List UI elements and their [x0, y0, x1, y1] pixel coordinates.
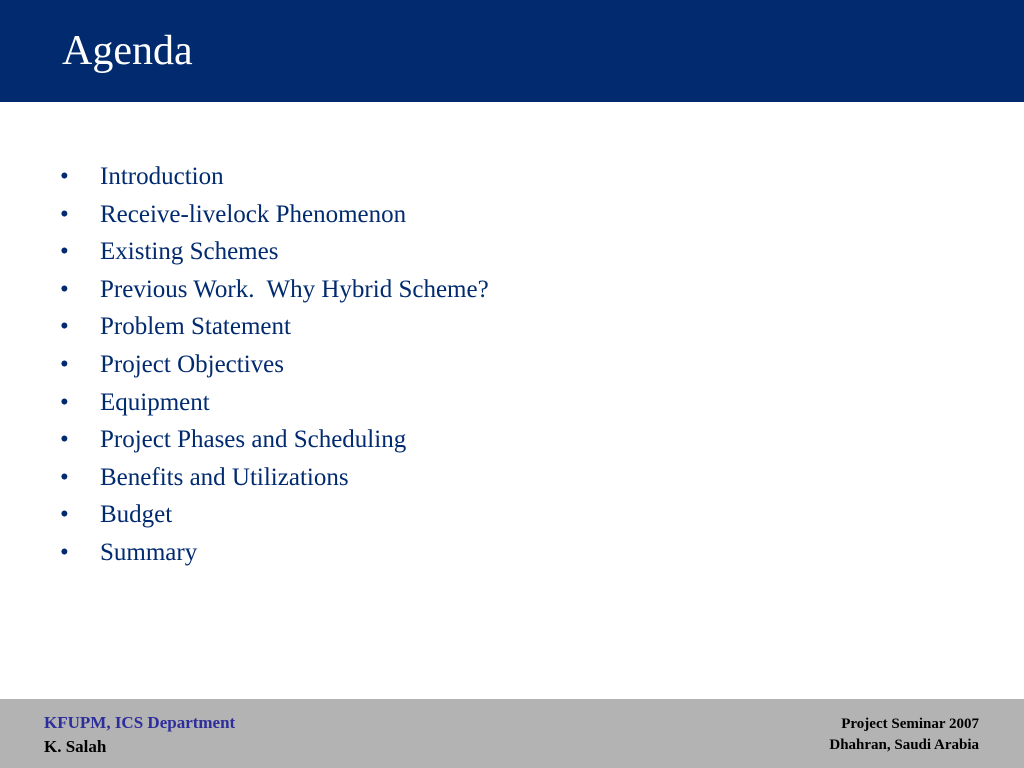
footer-right: [829, 714, 979, 756]
list-item: [60, 238, 489, 276]
list-item-text: Project Phases and Scheduling: [100, 426, 407, 454]
footer-department: KFUPM, ICS Department: [44, 713, 236, 732]
bullet-icon: •: [60, 350, 69, 378]
bullet-icon: •: [60, 163, 69, 190]
footer-event: Project Seminar 2007: [841, 716, 979, 732]
list-item: [60, 201, 489, 239]
list-item: [60, 501, 489, 539]
list-item: [60, 313, 489, 351]
list-item: [60, 163, 489, 201]
list-item-text: Benefits and Utilizations: [100, 463, 349, 491]
list-item-text: Receive-livelock Phenomenon: [100, 200, 407, 228]
list-item-text: Project Objectives: [100, 350, 284, 378]
list-item-text: Previous Work. Why Hybrid Scheme?: [100, 275, 489, 303]
bullet-icon: •: [60, 238, 69, 266]
list-item-text: Existing Schemes: [100, 238, 279, 266]
list-item: [60, 276, 489, 314]
bullet-icon: •: [60, 313, 69, 341]
bullet-icon: •: [60, 388, 69, 416]
list-item: [60, 351, 489, 389]
bullet-icon: •: [60, 426, 69, 454]
slide-title: Agenda: [62, 28, 193, 74]
list-item-text: Problem Statement: [100, 313, 291, 341]
list-item: [60, 389, 489, 427]
list-item-text: Introduction: [100, 163, 224, 190]
list-item: [60, 464, 489, 502]
list-item: [60, 539, 489, 577]
footer-location: Dhahran, Saudi Arabia: [829, 737, 979, 753]
bullet-icon: •: [60, 275, 69, 303]
list-item: [60, 426, 489, 464]
list-item-text: Summary: [100, 538, 198, 566]
list-item-text: Equipment: [100, 388, 210, 416]
list-item-text: Budget: [100, 501, 173, 529]
footer-left: [44, 711, 235, 759]
bullet-icon: •: [60, 463, 69, 491]
bullet-icon: •: [60, 200, 69, 228]
bullet-icon: •: [60, 538, 69, 566]
footer-author: K. Salah: [44, 737, 107, 756]
agenda-list: [60, 163, 489, 577]
bullet-icon: •: [60, 501, 69, 529]
